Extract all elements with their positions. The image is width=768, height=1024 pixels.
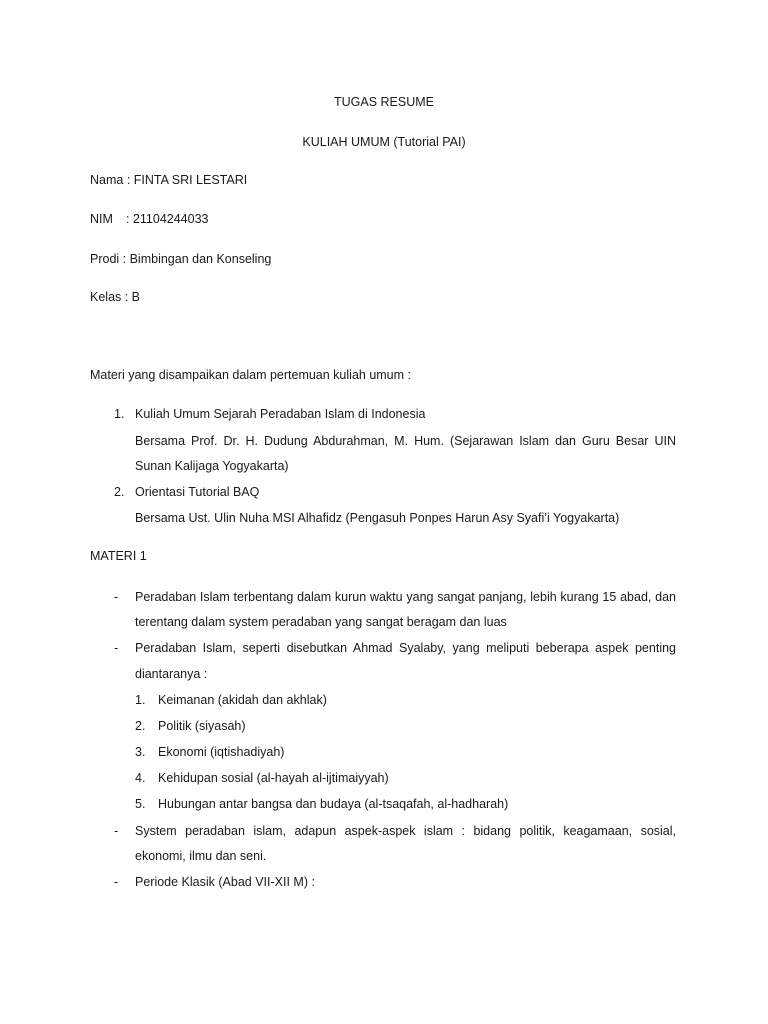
bullet-marker: - (114, 824, 119, 838)
material-2-line1: Bersama Ust. Ulin Nuha MSI Alhafidz (Pengasuh Ponpes Harun Asy Syafi’i Yogyakarta) (135, 511, 620, 525)
bullet-marker: - (114, 641, 119, 655)
student-prodi: Prodi : Bimbingan dan Konseling (90, 252, 272, 266)
bullet-marker: - (114, 875, 119, 889)
aspect-item: Hubungan antar bangsa dan budaya (al-tsaqafah, al-hadharah) (158, 797, 509, 811)
aspect-marker: 2. (135, 719, 146, 733)
student-kelas: Kelas : B (90, 290, 141, 304)
aspect-item: Ekonomi (iqtishadiyah) (158, 745, 285, 759)
bullet-3-line2: ekonomi, ilmu dan seni. (135, 849, 267, 863)
material-2-title: Orientasi Tutorial BAQ (135, 485, 260, 499)
document-subtitle: KULIAH UMUM (Tutorial PAI) (302, 135, 466, 149)
aspect-marker: 3. (135, 745, 146, 759)
material-1-line1: Bersama Prof. Dr. H. Dudung Abdurahman, M. Hum. (Sejarawan Islam dan Guru Besar UIN (135, 434, 676, 448)
bullet-1-line2: terentang dalam system peradaban yang sangat beragam dan luas (135, 615, 507, 629)
aspect-item: Kehidupan sosial (al-hayah al-ijtimaiyyah) (158, 771, 389, 785)
material-1-line2: Sunan Kalijaga Yogyakarta) (135, 459, 289, 473)
bullet-2-line1: Peradaban Islam, seperti disebutkan Ahmad Syalaby, yang meliputi beberapa aspek penting (135, 641, 676, 655)
bullet-4-line1: Periode Klasik (Abad VII-XII M) : (135, 875, 315, 889)
aspect-marker: 1. (135, 693, 146, 707)
document-title: TUGAS RESUME (333, 95, 434, 109)
bullet-marker: - (114, 590, 119, 604)
list-marker: 2. (114, 485, 125, 499)
student-nim-value: : 21104244033 (126, 212, 209, 226)
bullet-2-line2: diantaranya : (135, 667, 208, 681)
student-name: Nama : FINTA SRI LESTARI (90, 173, 248, 187)
section-heading: MATERI 1 (90, 549, 147, 563)
aspect-marker: 5. (135, 797, 146, 811)
material-1-title: Kuliah Umum Sejarah Peradaban Islam di Indonesia (135, 407, 426, 421)
bullet-1-line1: Peradaban Islam terbentang dalam kurun waktu yang sangat panjang, lebih kurang 15 abad, dan (135, 590, 676, 604)
bullet-3-line1: System peradaban islam, adapun aspek-aspek islam : bidang politik, keagamaan, sosial, (135, 824, 676, 838)
aspect-item: Keimanan (akidah dan akhlak) (158, 693, 327, 707)
student-nim-label: NIM (90, 212, 113, 226)
aspect-marker: 4. (135, 771, 146, 785)
aspect-item: Politik (siyasah) (158, 719, 246, 733)
list-marker: 1. (114, 407, 125, 421)
materials-intro: Materi yang disampaikan dalam pertemuan kuliah umum : (90, 368, 411, 382)
